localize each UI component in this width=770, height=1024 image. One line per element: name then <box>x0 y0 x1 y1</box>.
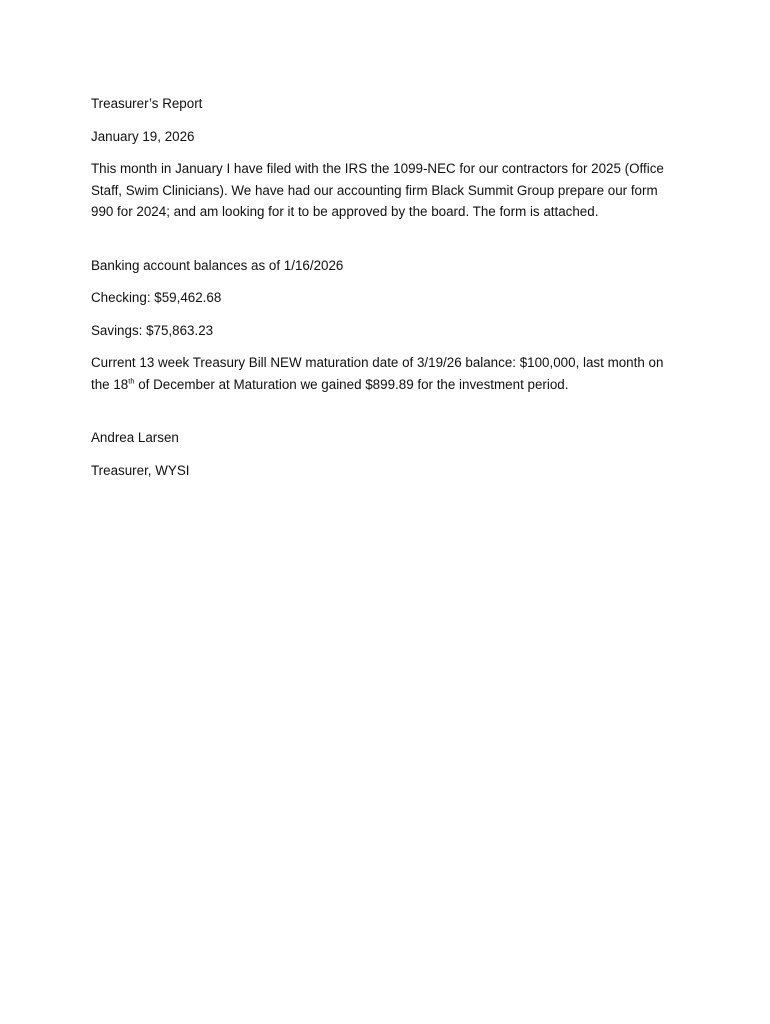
paragraph-gap <box>91 234 682 255</box>
paragraph-gap <box>91 406 682 427</box>
ordinal-suffix: th <box>128 376 135 386</box>
tbill-text-part1: Current 13 week Treasury Bill NEW maturation date of 3/19/26 balance: $100,000, last month on the 18 <box>91 355 664 392</box>
intro-paragraph: This month in January I have filed with the IRS the 1099-NEC for our contractors for 2025 (Office Staff, Swim Clinicians). We have had our accounting firm Black Summit Group prepare our form 990 for 2024; and am looking for it to be approved by the board. The form is attached. <box>91 161 664 219</box>
signer-name: Andrea Larsen <box>91 430 179 445</box>
report-title: Treasurer’s Report <box>91 96 203 111</box>
report-date: January 19, 2026 <box>91 128 195 144</box>
treasury-bill-paragraph <box>91 352 682 395</box>
checking-balance: Checking: $59,462.68 <box>91 290 222 305</box>
balances-heading: Banking account balances as of 1/16/2026 <box>91 257 344 273</box>
signer-title: Treasurer, WYSI <box>91 462 190 478</box>
tbill-text-part2: of December at Maturation we gained $899.89 for the investment period. <box>134 376 569 392</box>
savings-balance: Savings: $75,863.23 <box>91 322 214 338</box>
